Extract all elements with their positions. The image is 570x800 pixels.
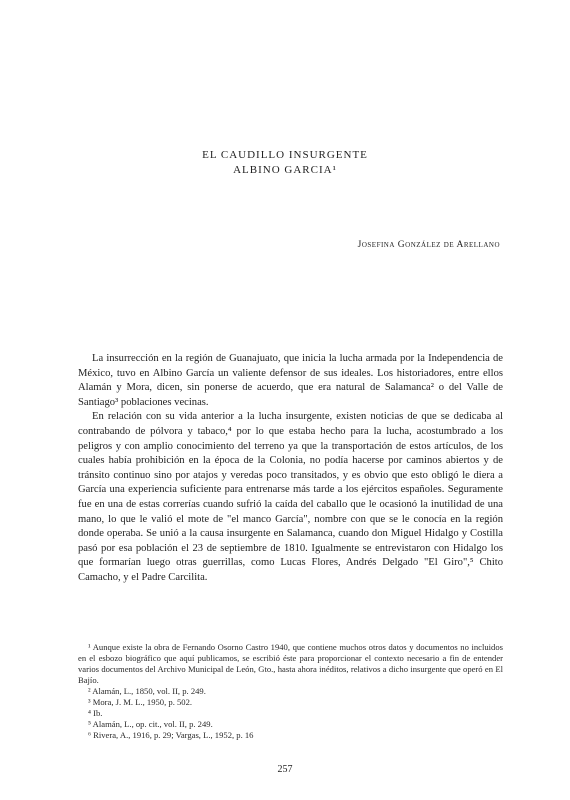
article-title-line-1: EL CAUDILLO INSURGENTE	[202, 149, 368, 161]
footnote: ⁴ Ib.	[88, 708, 103, 718]
paragraph: En relación con su vida anterior a la lucha insurgente, existen noticias de que se dedicaba al contrabando de pólvora y tabaco,⁴ por lo que estaba hecho para la lucha, acostumbrado a los peligros y con amplio conocimiento del terreno ya que la transportación de estos artículos, de los cuales había prohibición en la época de la Colonia, no podía hacerse por caminos abiertos y de tránsito continuo sino por atajos y veredas poco transitados, y es obvio que esto obligó le diera a García una experiencia suficiente para entrenarse más tarde a los ejércitos españoles. Seguramente fue en una de estas correrías cuando sufrió la caída del caballo que le ocasionó la inutilidad de una mano, lo que le valió el mote de "el manco García", nombre con que se le conocía en la región donde operaba. Se unió a la causa insurgente en Salamanca, cuando don Miguel Hidalgo y Costilla pasó por esa población el 23 de septiembre de 1810. Igualmente se entrevistaron con Hidalgo los que formarían luego otras guerrillas, como Lucas Flores, Andrés Delgado "El Giro",⁵ Chito Camacho, y el Padre Carcilita.	[78, 411, 503, 583]
footnote: ⁶ Rivera, A., 1916, p. 29; Vargas, L., 1952, p. 16	[88, 730, 254, 740]
article-title-line-2: ALBINO GARCIA¹	[233, 164, 337, 176]
footnote: ⁵ Alamán, L., op. cit., vol. II, p. 249.	[88, 719, 213, 729]
footnote: ³ Mora, J. M. L., 1950, p. 502.	[88, 697, 193, 707]
page-number: 257	[277, 764, 293, 775]
body-text	[78, 352, 503, 586]
author-name: Josefina González de Arellano	[357, 240, 500, 250]
footnote: ¹ Aunque existe la obra de Fernando Osorno Castro 1940, que contiene muchos otros datos y documentos no incluidos en el esbozo biográfico que aquí publicamos, se escribió éste para proporcionar el contexto necesario a fin de entender varios documentos del Archivo Municipal de León, Gto., hasta ahora inéditos, relativos a dicho insurgente que operó en El Bajío.	[78, 642, 503, 685]
footnote: ² Alamán, L., 1850, vol. II, p. 249.	[88, 686, 206, 696]
paragraph: La insurrección en la región de Guanajuato, que inicia la lucha armada por la Independencia de México, tuvo en Albino García un valiente defensor de sus ideales. Los historiadores, entre ellos Alamán y Mora, dicen, sin ponerse de acuerdo, que era natural de Salamanca² o del Valle de Santiago³ poblaciones vecinas.	[78, 353, 503, 408]
footnotes	[78, 642, 503, 741]
